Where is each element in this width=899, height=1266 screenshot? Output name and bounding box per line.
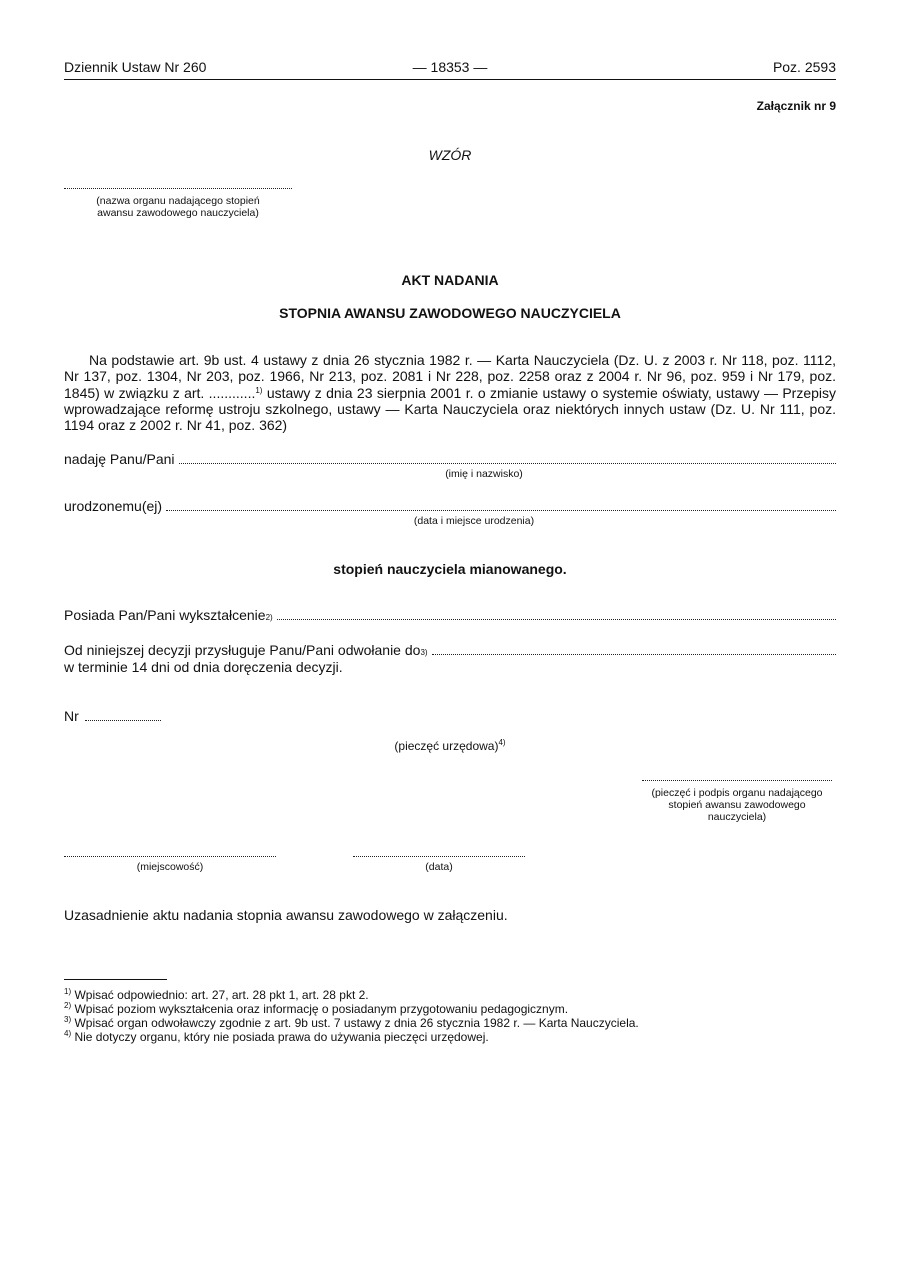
place-line[interactable] xyxy=(64,848,276,857)
footnote-4 xyxy=(64,1030,836,1044)
footnote-3 xyxy=(64,1016,836,1030)
signature-line[interactable] xyxy=(642,772,832,781)
education-field-label: Posiada Pan/Pani wykształcenie xyxy=(64,607,266,623)
appeal-input-line[interactable] xyxy=(432,644,836,655)
footnote-text: Wpisać odpowiednio: art. 27, art. 28 pkt 1, art. 28 pkt 2. xyxy=(74,988,369,1002)
birth-field-label: urodzonemu(ej) xyxy=(64,498,163,514)
name-field-caption: (imię i nazwisko) xyxy=(445,468,523,480)
date-line[interactable] xyxy=(353,848,525,857)
birth-field xyxy=(64,498,836,514)
appeal-field: Od niniejszej decyzji przysługuje Panu/Pani odwołanie do 3) xyxy=(64,642,836,658)
signature-block xyxy=(642,772,832,823)
document-subtitle: STOPNIA AWANSU ZAWODOWEGO NAUCZYCIELA xyxy=(279,305,621,321)
attachment-label: Załącznik nr 9 xyxy=(756,99,836,113)
page-header xyxy=(64,59,836,80)
signature-caption: (pieczęć i podpis organu nadającego stopień awansu zawodowego nauczyciela) xyxy=(651,787,823,823)
footnote-divider xyxy=(64,979,167,980)
footnote-marker: 2) xyxy=(64,1001,72,1010)
legal-basis-text-1: Na podstawie art. 9b ust. 4 ustawy z dnia 26 stycznia 1982 r. — Karta Nauczyciela (Dz. U. z 2003 r. Nr 118, poz. 1112, Nr 137, poz. 1304, Nr 203, poz. 1966, Nr 213, poz. 2081 i Nr 228, poz. 2258 oraz z 2004 r. Nr 96, poz. 959 i Nr 179, poz. 1845) w związku z art. ............ xyxy=(64,352,836,401)
justification-text: Uzasadnienie aktu nadania stopnia awansu zawodowego w załączeniu. xyxy=(64,907,508,923)
template-label: WZÓR xyxy=(428,147,472,163)
page-number: — 18353 — xyxy=(412,59,488,75)
footnote-text: Wpisać organ odwoławczy zgodnie z art. 9b ust. 7 ustawy z dnia 26 stycznia 1982 r. — Karta Nauczyciela. xyxy=(74,1016,639,1030)
footnote-2 xyxy=(64,1002,836,1016)
place-caption: (miejscowość) xyxy=(136,861,204,873)
document-page xyxy=(64,0,836,1266)
legal-basis-paragraph xyxy=(64,352,836,433)
footnote-marker: 4) xyxy=(64,1029,72,1038)
legal-basis-text-2: ustawy z dnia 23 sierpnia 2001 r. o zmianie ustawy o systemie oświaty, ustawy — Przepisy wprowadzające reformę ustroju szkolnego, ustawy — Karta Nauczyciela oraz niektórych innych ustaw (Dz. U. Nr 111, poz. 1194 oraz z 2002 r. Nr 41, poz. 362) xyxy=(64,384,837,434)
degree-text: stopień nauczyciela mianowanego. xyxy=(333,561,567,577)
number-field-label: Nr xyxy=(64,708,79,724)
footnote-1 xyxy=(64,988,836,1002)
number-field xyxy=(64,708,161,724)
birth-input-line[interactable] xyxy=(166,500,836,511)
education-field: Posiada Pan/Pani wykształcenie 2) xyxy=(64,607,836,623)
date-caption: (data) xyxy=(425,861,453,873)
journal-title: Dziennik Ustaw Nr 260 xyxy=(64,59,207,75)
issuing-authority-caption: (nazwa organu nadającego stopień awansu zawodowego nauczyciela) xyxy=(96,195,260,219)
footnote-ref-4: 4) xyxy=(498,738,506,747)
footnote-marker: 1) xyxy=(64,987,72,996)
education-input-line[interactable] xyxy=(277,609,836,620)
footnotes xyxy=(64,988,836,1044)
birth-field-caption: (data i miejsce urodzenia) xyxy=(413,515,535,527)
appeal-field-label: Od niniejszej decyzji przysługuje Panu/Pani odwołanie do xyxy=(64,642,421,658)
issuing-authority-line[interactable] xyxy=(64,180,292,189)
footnote-ref-1: 1) xyxy=(255,385,263,395)
appeal-term-text: w terminie 14 dni od dnia doręczenia decyzji. xyxy=(64,659,343,675)
position-number: Poz. 2593 xyxy=(772,59,836,75)
document-title: AKT NADANIA xyxy=(401,272,499,288)
official-stamp-text: (pieczęć urzędowa) xyxy=(394,739,499,753)
footnote-text: Nie dotyczy organu, który nie posiada prawa do używania pieczęci urzędowej. xyxy=(74,1030,489,1044)
name-field-label: nadaję Panu/Pani xyxy=(64,451,175,467)
issuing-authority-block xyxy=(64,180,292,219)
footnote-text: Wpisać poziom wykształcenia oraz informację o posiadanym przygotowaniu pedagogicznym. xyxy=(74,1002,569,1016)
name-field xyxy=(64,451,836,467)
date-block xyxy=(353,848,525,873)
place-block xyxy=(64,848,276,873)
number-input-line[interactable] xyxy=(85,710,161,721)
official-stamp-label xyxy=(64,739,836,753)
name-input-line[interactable] xyxy=(179,453,836,464)
footnote-marker: 3) xyxy=(64,1015,72,1024)
